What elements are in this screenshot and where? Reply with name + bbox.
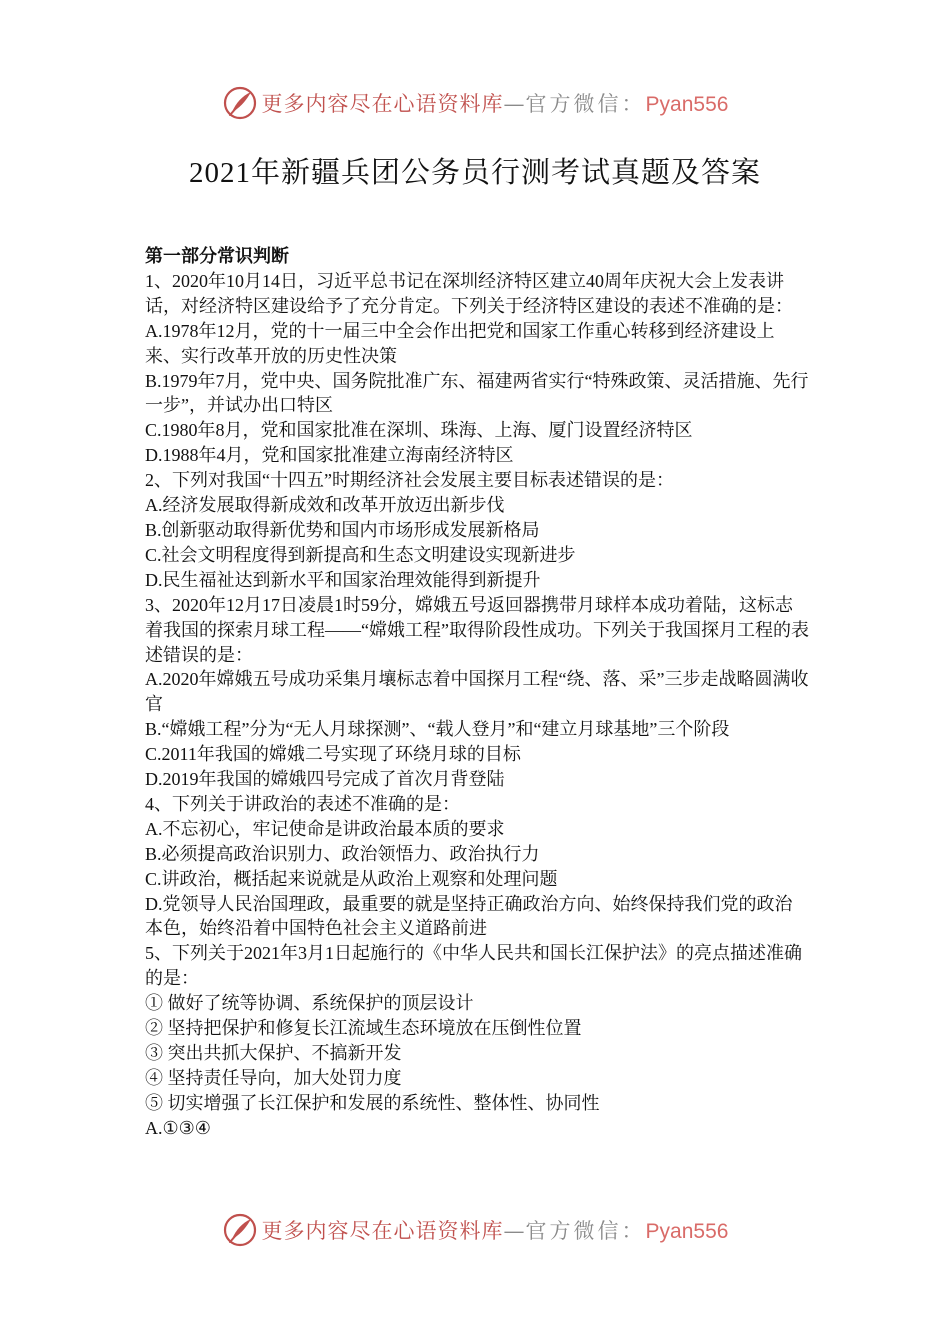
banner-site-text: 更多内容尽在心语资料库 (261, 92, 504, 116)
document-title: 2021年新疆兵团公务员行测考试真题及答案 (188, 157, 761, 189)
question-5-item-3: ③ 突出共抓大保护、不搞新开发 (145, 1043, 402, 1063)
question-3-option-b: B.“嫦娥工程”分为“无人月球探测”、“载人登月”和“建立月球基地”三个阶段 (145, 719, 730, 740)
banner-wechat-label: 官方微信： (525, 1219, 646, 1243)
banner-wechat-label: 官方微信： (525, 92, 646, 116)
question-1-option-a: A.1978年12月，党的十一届三中全会作出把党和国家工作重心转移到经济建设上来、实行改革开放的历史性决策 (145, 320, 775, 366)
question-1-option-d: D.1988年4月，党和国家批准建立海南经济特区 (145, 445, 514, 466)
question-3-stem: 3、2020年12月17日凌晨1时59分，嫦娥五号返回器携带月球样本成功着陆，这标志着我国的探索月球工程——“嫦娥工程”取得阶段性成功。下列关于我国探月工程的表述错误的是： (145, 594, 809, 665)
question-5-option-a: A.①③④ (145, 1117, 211, 1138)
quill-logo-icon (222, 85, 258, 121)
header-banner (0, 83, 950, 123)
question-5-item-2: ② 坚持把保护和修复长江流域生态环境放在压倒性位置 (145, 1018, 582, 1039)
question-3-option-d: D.2019年我国的嫦娥四号完成了首次月背登陆 (145, 769, 505, 790)
question-4-stem: 4、下列关于讲政治的表述不准确的是： (145, 793, 460, 814)
question-3-option-c: C.2011年我国的嫦娥二号实现了环绕月球的目标 (145, 744, 521, 765)
question-4-option-d: D.党领导人民治国理政，最重要的就是坚持正确政治方向、始终保持我们党的政治本色，始终沿着中国特色社会主义道路前进 (145, 893, 793, 939)
footer-banner (0, 1210, 950, 1250)
question-4-option-b: B.必须提高政治识别力、政治领悟力、政治执行力 (145, 843, 540, 864)
banner-text (262, 1215, 729, 1245)
banner-wechat-id: Pyan556 (645, 93, 729, 116)
question-2-stem: 2、下列对我国“十四五”时期经济社会发展主要目标表述错误的是： (145, 470, 674, 491)
question-5-item-5: ⑤ 切实增强了长江保护和发展的系统性、整体性、协同性 (145, 1092, 600, 1113)
question-4-option-c: C.讲政治，概括起来说就是从政治上观察和处理问题 (145, 868, 558, 889)
question-3-option-a: A.2020年嫦娥五号成功采集月壤标志着中国探月工程“绕、落、采”三步走战略圆满收官 (145, 669, 809, 715)
banner-wechat-id: Pyan556 (645, 1220, 729, 1243)
question-4-option-a: A.不忘初心，牢记使命是讲政治最本质的要求 (145, 818, 505, 839)
question-1-option-b: B.1979年7月，党中央、国务院批准广东、福建两省实行“特殊政策、灵活措施、先行一步”，并试办出口特区 (145, 370, 809, 416)
question-2-option-a: A.经济发展取得新成效和改革开放迈出新步伐 (145, 495, 505, 516)
document-body (145, 244, 810, 1141)
question-1-option-c: C.1980年8月，党和国家批准在深圳、珠海、上海、厦门设置经济特区 (145, 420, 693, 441)
quill-logo-icon (222, 1212, 258, 1248)
section-heading: 第一部分常识判断 (145, 246, 289, 266)
banner-separator: — (503, 92, 526, 116)
banner-separator: — (503, 1219, 526, 1243)
question-1-stem: 1、2020年10月14日，习近平总书记在深圳经济特区建立40周年庆祝大会上发表讲话，对经济特区建设给予了充分肯定。下列关于经济特区建设的表述不准确的是： (145, 270, 793, 316)
question-5-stem: 5、下列关于2021年3月1日起施行的《中华人民共和国长江保护法》的亮点描述准确的是： (145, 943, 802, 989)
banner-site-text: 更多内容尽在心语资料库 (261, 1219, 504, 1243)
question-5-item-1: ① 做好了统等协调、系统保护的顶层设计 (145, 993, 474, 1014)
question-2-option-d: D.民生福祉达到新水平和国家治理效能得到新提升 (145, 569, 541, 590)
question-2-option-c: C.社会文明程度得到新提高和生态文明建设实现新进步 (145, 544, 576, 565)
question-5-item-4: ④ 坚持责任导向，加大处罚力度 (145, 1067, 402, 1088)
question-2-option-b: B.创新驱动取得新优势和国内市场形成发展新格局 (145, 519, 540, 540)
banner-text (262, 88, 729, 118)
